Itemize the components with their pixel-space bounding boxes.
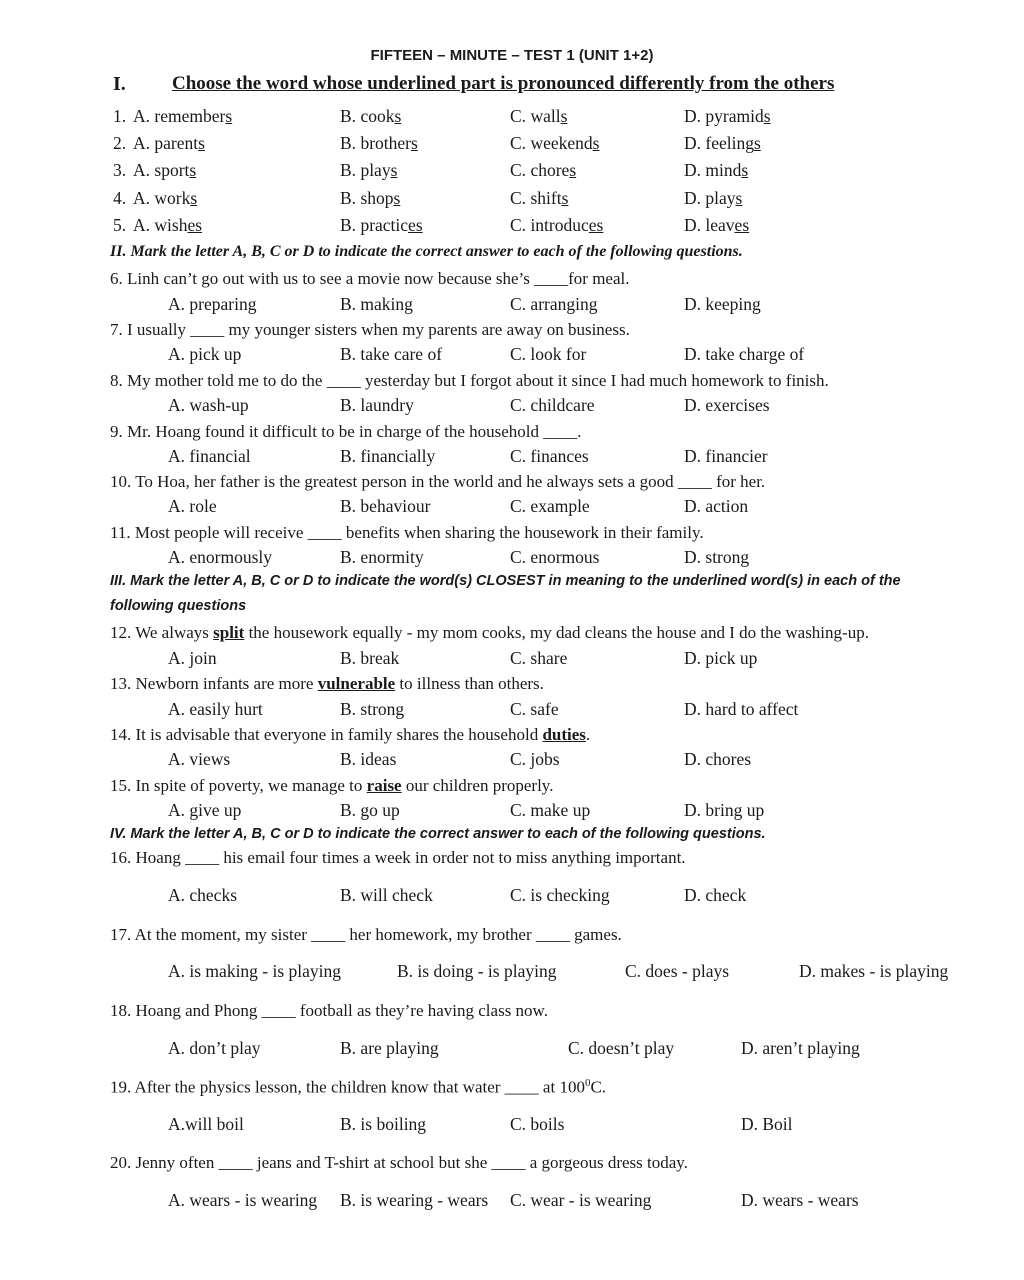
- answer-option[interactable]: C. example: [510, 496, 590, 516]
- answer-option[interactable]: C. wear - is wearing: [510, 1190, 652, 1210]
- option[interactable]: [133, 108, 232, 126]
- option-letter: D.: [684, 133, 706, 153]
- option[interactable]: [340, 217, 423, 235]
- underlined-part: s: [410, 133, 418, 153]
- option-letter: C.: [510, 160, 531, 180]
- answer-option[interactable]: D. hard to affect: [684, 699, 799, 719]
- option-word: wall: [530, 106, 561, 126]
- option-letter: B.: [340, 215, 361, 235]
- question-text: 8. My mother told me to do the ____ yesterday but I forgot about it since I had much homework to finish.: [110, 371, 829, 390]
- option[interactable]: [684, 162, 748, 180]
- option-letter: D.: [684, 215, 706, 235]
- question-text: [110, 1078, 606, 1096]
- answer-option[interactable]: B. is doing - is playing: [397, 961, 557, 981]
- answer-option[interactable]: D. action: [684, 496, 749, 516]
- answer-option[interactable]: A. join: [168, 648, 217, 668]
- answer-option[interactable]: B. financially: [340, 446, 436, 466]
- answer-option[interactable]: B. enormity: [340, 547, 424, 567]
- option-word: feeling: [705, 133, 754, 153]
- answer-option[interactable]: A. give up: [168, 800, 242, 820]
- option[interactable]: [510, 162, 576, 180]
- answer-option[interactable]: A. preparing: [168, 294, 257, 314]
- option-word: chore: [530, 160, 570, 180]
- answer-option[interactable]: B. laundry: [340, 395, 414, 415]
- option-word: weekend: [530, 133, 593, 153]
- option-word: mind: [705, 160, 742, 180]
- question-text: 7. I usually ____ my younger sisters when my parents are away on business.: [110, 320, 630, 339]
- answer-option[interactable]: C. make up: [510, 800, 591, 820]
- answer-option[interactable]: C. safe: [510, 699, 559, 719]
- answer-option[interactable]: A. is making - is playing: [168, 961, 342, 981]
- option[interactable]: [133, 135, 205, 153]
- answer-option[interactable]: A. wears - is wearing: [168, 1190, 318, 1210]
- underlined-part: s: [569, 160, 577, 180]
- underlined-part: es: [588, 215, 604, 235]
- answer-option[interactable]: D. chores: [684, 749, 752, 769]
- question-text: 20. Jenny often ____ jeans and T-shirt at school but she ____ a gorgeous dress today.: [110, 1153, 688, 1172]
- answer-option[interactable]: D. exercises: [684, 395, 770, 415]
- option-word: cook: [360, 106, 395, 126]
- answer-option[interactable]: D. wears - wears: [741, 1190, 859, 1210]
- option[interactable]: [684, 217, 749, 235]
- underlined-part: es: [408, 215, 423, 235]
- answer-option[interactable]: D. financier: [684, 446, 768, 466]
- item-number: 3.: [113, 160, 127, 180]
- answer-option[interactable]: A. wash-up: [168, 395, 249, 415]
- underlined-keyword: split: [213, 623, 245, 642]
- answer-option[interactable]: B. go up: [340, 800, 400, 820]
- option[interactable]: [340, 135, 418, 153]
- option-letter: D.: [684, 160, 706, 180]
- option-word: play: [360, 160, 391, 180]
- underlined-part: s: [741, 160, 749, 180]
- underlined-part: s: [390, 160, 398, 180]
- question-text: 10. To Hoa, her father is the greatest person in the world and he always sets a good ____ for her.: [110, 472, 766, 491]
- question-pre: 14. It is advisable that everyone in family shares the household: [110, 725, 543, 744]
- underlined-part: s: [763, 106, 771, 126]
- question-pre: 12. We always: [110, 623, 214, 642]
- answer-option[interactable]: C. arranging: [510, 294, 598, 314]
- answer-option[interactable]: A. enormously: [168, 547, 273, 567]
- option[interactable]: [340, 162, 397, 180]
- answer-option[interactable]: D. check: [684, 885, 747, 905]
- option-letter: C.: [510, 133, 531, 153]
- answer-option[interactable]: D. makes - is playing: [799, 961, 949, 981]
- answer-option[interactable]: A. financial: [168, 446, 251, 466]
- answer-option[interactable]: C. finances: [510, 446, 589, 466]
- question-text: 16. Hoang ____ his email four times a week in order not to miss anything important.: [110, 848, 686, 867]
- superscript-degree: 0: [584, 1077, 591, 1089]
- option-letter: B.: [340, 188, 361, 208]
- question-pre: 19. After the physics lesson, the children know that water ____ at 100: [110, 1077, 585, 1097]
- answer-option[interactable]: A.will boil: [168, 1114, 244, 1134]
- question-text: 11. Most people will receive ____ benefits when sharing the housework in their family.: [110, 523, 704, 542]
- answer-option[interactable]: C. does - plays: [625, 961, 730, 981]
- answer-option[interactable]: A. pick up: [168, 344, 242, 364]
- part2-heading: II. Mark the letter A, B, C or D to indicate the correct answer to each of the following questions.: [110, 243, 743, 260]
- option[interactable]: [340, 108, 401, 126]
- answer-option[interactable]: C. boils: [510, 1114, 565, 1134]
- answer-option[interactable]: B. is boiling: [340, 1114, 427, 1134]
- answer-option[interactable]: C. jobs: [510, 749, 560, 769]
- option-word: work: [154, 188, 191, 208]
- underlined-part: s: [735, 188, 743, 208]
- question-pre: 15. In spite of poverty, we manage to: [110, 776, 367, 795]
- answer-option[interactable]: B. are playing: [340, 1038, 439, 1058]
- option-letter: A.: [133, 160, 155, 180]
- option[interactable]: [133, 162, 196, 180]
- answer-option[interactable]: C. enormous: [510, 547, 600, 567]
- answer-option[interactable]: A. checks: [168, 885, 238, 905]
- underlined-part: s: [225, 106, 233, 126]
- question-text: 17. At the moment, my sister ____ her homework, my brother ____ games.: [110, 925, 622, 944]
- answer-option[interactable]: C. is checking: [510, 885, 610, 905]
- answer-option[interactable]: B. strong: [340, 699, 405, 719]
- answer-option[interactable]: D. strong: [684, 547, 750, 567]
- answer-option[interactable]: B. making: [340, 294, 413, 314]
- underlined-part: s: [189, 160, 197, 180]
- option[interactable]: [684, 190, 742, 208]
- option[interactable]: [340, 190, 400, 208]
- option-letter: B.: [340, 160, 361, 180]
- option-letter: A.: [133, 133, 155, 153]
- underlined-part: s: [560, 106, 568, 126]
- question-text: [110, 675, 544, 692]
- option-word: introduc: [530, 215, 589, 235]
- underlined-keyword: raise: [366, 776, 402, 795]
- option[interactable]: [684, 108, 771, 126]
- option-letter: B.: [340, 133, 361, 153]
- option-letter: D.: [684, 106, 706, 126]
- option-letter: A.: [133, 188, 155, 208]
- option-word: parent: [154, 133, 199, 153]
- item-number: 2.: [113, 133, 127, 153]
- option-word: sport: [154, 160, 190, 180]
- option-word: shop: [360, 188, 394, 208]
- part4-heading: IV. Mark the letter A, B, C or D to indicate the correct answer to each of the following questions.: [110, 826, 766, 842]
- answer-option[interactable]: C. doesn’t play: [568, 1038, 675, 1058]
- answer-option[interactable]: A. don’t play: [168, 1038, 261, 1058]
- answer-option[interactable]: B. ideas: [340, 749, 397, 769]
- option-word: play: [705, 188, 736, 208]
- option-word: wish: [154, 215, 188, 235]
- item-number: 1.: [113, 106, 127, 126]
- item-number: 5.: [113, 215, 127, 235]
- answer-option[interactable]: C. look for: [510, 344, 587, 364]
- answer-option[interactable]: D. take charge of: [684, 344, 805, 364]
- option-word: shift: [530, 188, 562, 208]
- question-text: [110, 726, 590, 743]
- question-post: to illness than others.: [395, 674, 544, 693]
- option-word: remember: [154, 106, 226, 126]
- item-number: 4.: [113, 188, 127, 208]
- underlined-keyword: duties: [542, 725, 586, 744]
- question-post: the housework equally - my mom cooks, my dad cleans the house and I do the washing-up.: [244, 623, 869, 642]
- question-post: .: [585, 725, 591, 744]
- underlined-part: s: [198, 133, 205, 153]
- part3-heading-line1: III. Mark the letter A, B, C or D to indicate the word(s) CLOSEST in meaning to the underlined word(s) in each of the: [110, 573, 901, 589]
- answer-option[interactable]: D. aren’t playing: [741, 1038, 860, 1058]
- option-word: brother: [360, 133, 411, 153]
- question-text: [110, 624, 869, 641]
- answer-option[interactable]: B. break: [340, 648, 400, 668]
- answer-option[interactable]: A. easily hurt: [168, 699, 263, 719]
- answer-option[interactable]: D. keeping: [684, 294, 761, 314]
- answer-option[interactable]: B. take care of: [340, 344, 443, 364]
- underlined-part: s: [393, 188, 401, 208]
- part1-heading: Choose the word whose underlined part is pronounced differently from the others: [172, 73, 835, 94]
- question-pre: 13. Newborn infants are more: [110, 674, 318, 693]
- option-letter: A.: [133, 106, 155, 126]
- option[interactable]: [510, 217, 603, 235]
- question-text: 9. Mr. Hoang found it difficult to be in charge of the household ____.: [110, 422, 582, 441]
- underlined-part: es: [734, 215, 750, 235]
- option-letter: A.: [133, 215, 155, 235]
- answer-option[interactable]: A. role: [168, 496, 217, 516]
- test-title: FIFTEEN – MINUTE – TEST 1 (UNIT 1+2): [370, 47, 654, 64]
- underlined-part: s: [394, 106, 402, 126]
- answer-option[interactable]: C. childcare: [510, 395, 595, 415]
- part1-number: I.: [113, 73, 126, 95]
- option-letter: C.: [510, 188, 531, 208]
- option[interactable]: [510, 135, 599, 153]
- underlined-part: s: [561, 188, 569, 208]
- option-word: pyramid: [705, 106, 764, 126]
- answer-option[interactable]: D. Boil: [741, 1114, 793, 1134]
- option-letter: D.: [684, 188, 706, 208]
- option[interactable]: [510, 190, 568, 208]
- question-text: [110, 777, 553, 794]
- answer-option[interactable]: C. share: [510, 648, 568, 668]
- question-text: 6. Linh can’t go out with us to see a movie now because she’s ____for meal.: [110, 269, 630, 288]
- option-word: leav: [705, 215, 735, 235]
- option[interactable]: [133, 190, 197, 208]
- question-text: 18. Hoang and Phong ____ football as they’re having class now.: [110, 1001, 548, 1020]
- underlined-part: s: [592, 133, 600, 153]
- underlined-part: es: [187, 215, 203, 235]
- answer-option[interactable]: D. pick up: [684, 648, 758, 668]
- underlined-keyword: vulnerable: [317, 674, 396, 693]
- option-letter: C.: [510, 106, 531, 126]
- question-post: our children properly.: [401, 776, 554, 795]
- option-word: practic: [360, 215, 409, 235]
- underlined-part: s: [190, 188, 198, 208]
- question-post: C.: [590, 1077, 607, 1097]
- answer-option[interactable]: B. behaviour: [340, 496, 431, 516]
- part3-heading-line2: following questions: [110, 598, 247, 614]
- option[interactable]: [684, 135, 761, 153]
- answer-option[interactable]: B. will check: [340, 885, 433, 905]
- option[interactable]: [133, 217, 202, 235]
- answer-option[interactable]: D. bring up: [684, 800, 765, 820]
- answer-option[interactable]: B. is wearing - wears: [340, 1190, 489, 1210]
- option[interactable]: [510, 108, 567, 126]
- answer-option[interactable]: A. views: [168, 749, 231, 769]
- option-letter: C.: [510, 215, 531, 235]
- option-letter: B.: [340, 106, 361, 126]
- underlined-part: s: [753, 133, 761, 153]
